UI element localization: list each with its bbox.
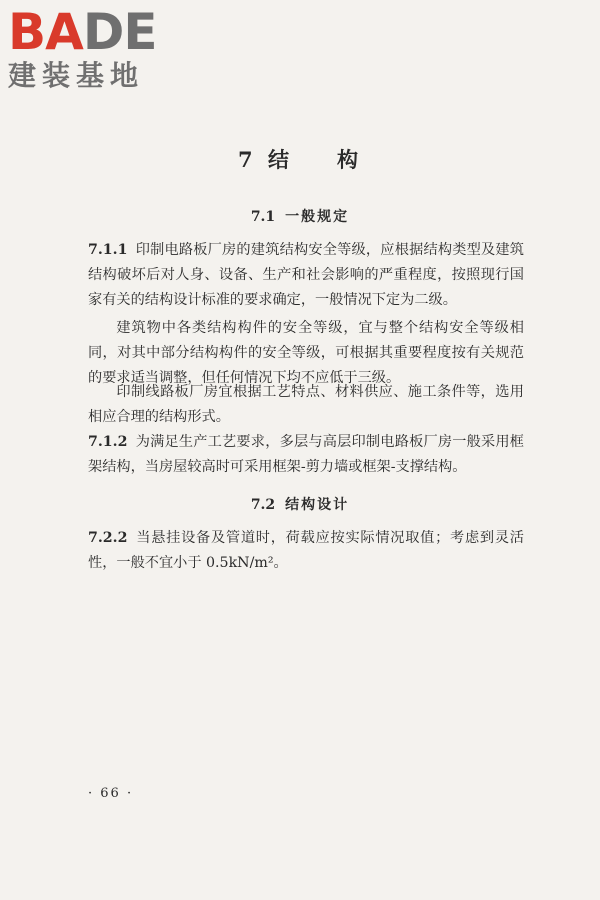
- section-name: 一般规定: [285, 209, 350, 225]
- logo-wordmark: BADE: [8, 3, 157, 61]
- clause-7-1-2: [88, 430, 524, 480]
- chapter-number: 7: [238, 147, 257, 172]
- section-name: 结构设计: [285, 497, 350, 513]
- clause-number: 7.1.2: [88, 434, 128, 450]
- section-title-7-1: [0, 206, 600, 226]
- clause-7-2-2: [88, 526, 524, 576]
- paragraph-7-1-1-c: [88, 380, 524, 430]
- chapter-title-part-1: 结: [267, 147, 293, 172]
- logo-subtitle: 建装基地: [8, 59, 145, 92]
- section-number: 7.2: [250, 497, 276, 513]
- section-title-7-2: [0, 494, 600, 514]
- clause-number: 7.2.2: [88, 530, 128, 546]
- clause-number: 7.1.1: [88, 242, 128, 258]
- clause-text: 当悬挂设备及管道时，荷载应按实际情况取值；考虑到灵活性，一般不宜小于 0.5kN/m²。: [88, 530, 524, 571]
- chapter-title-part-2: 构: [336, 147, 362, 172]
- page-number: · 66 ·: [88, 786, 134, 801]
- paragraph-text: 建筑物中各类结构构件的安全等级，宜与整个结构安全等级相同，对其中部分结构构件的安全等级，可根据其重要程度按有关规范的要求适当调整，但任何情况下均不应低于三级。: [88, 320, 524, 386]
- section-number: 7.1: [250, 209, 276, 225]
- paragraph-text: 印制线路板厂房宜根据工艺特点、材料供应、施工条件等，选用相应合理的结构形式。: [88, 384, 524, 425]
- clause-7-1-1: [88, 238, 524, 313]
- chapter-title: [0, 144, 600, 174]
- bade-logo: [6, 4, 176, 94]
- clause-text: 印制电路板厂房的建筑结构安全等级，应根据结构类型及建筑结构破坏后对人身、设备、生产和社会影响的严重程度，按照现行国家有关的结构设计标准的要求确定，一般情况下定为二级。: [88, 242, 524, 308]
- clause-text: 为满足生产工艺要求，多层与高层印制电路板厂房一般采用框架结构，当房屋较高时可采用框架-剪力墙或框架-支撑结构。: [88, 434, 524, 475]
